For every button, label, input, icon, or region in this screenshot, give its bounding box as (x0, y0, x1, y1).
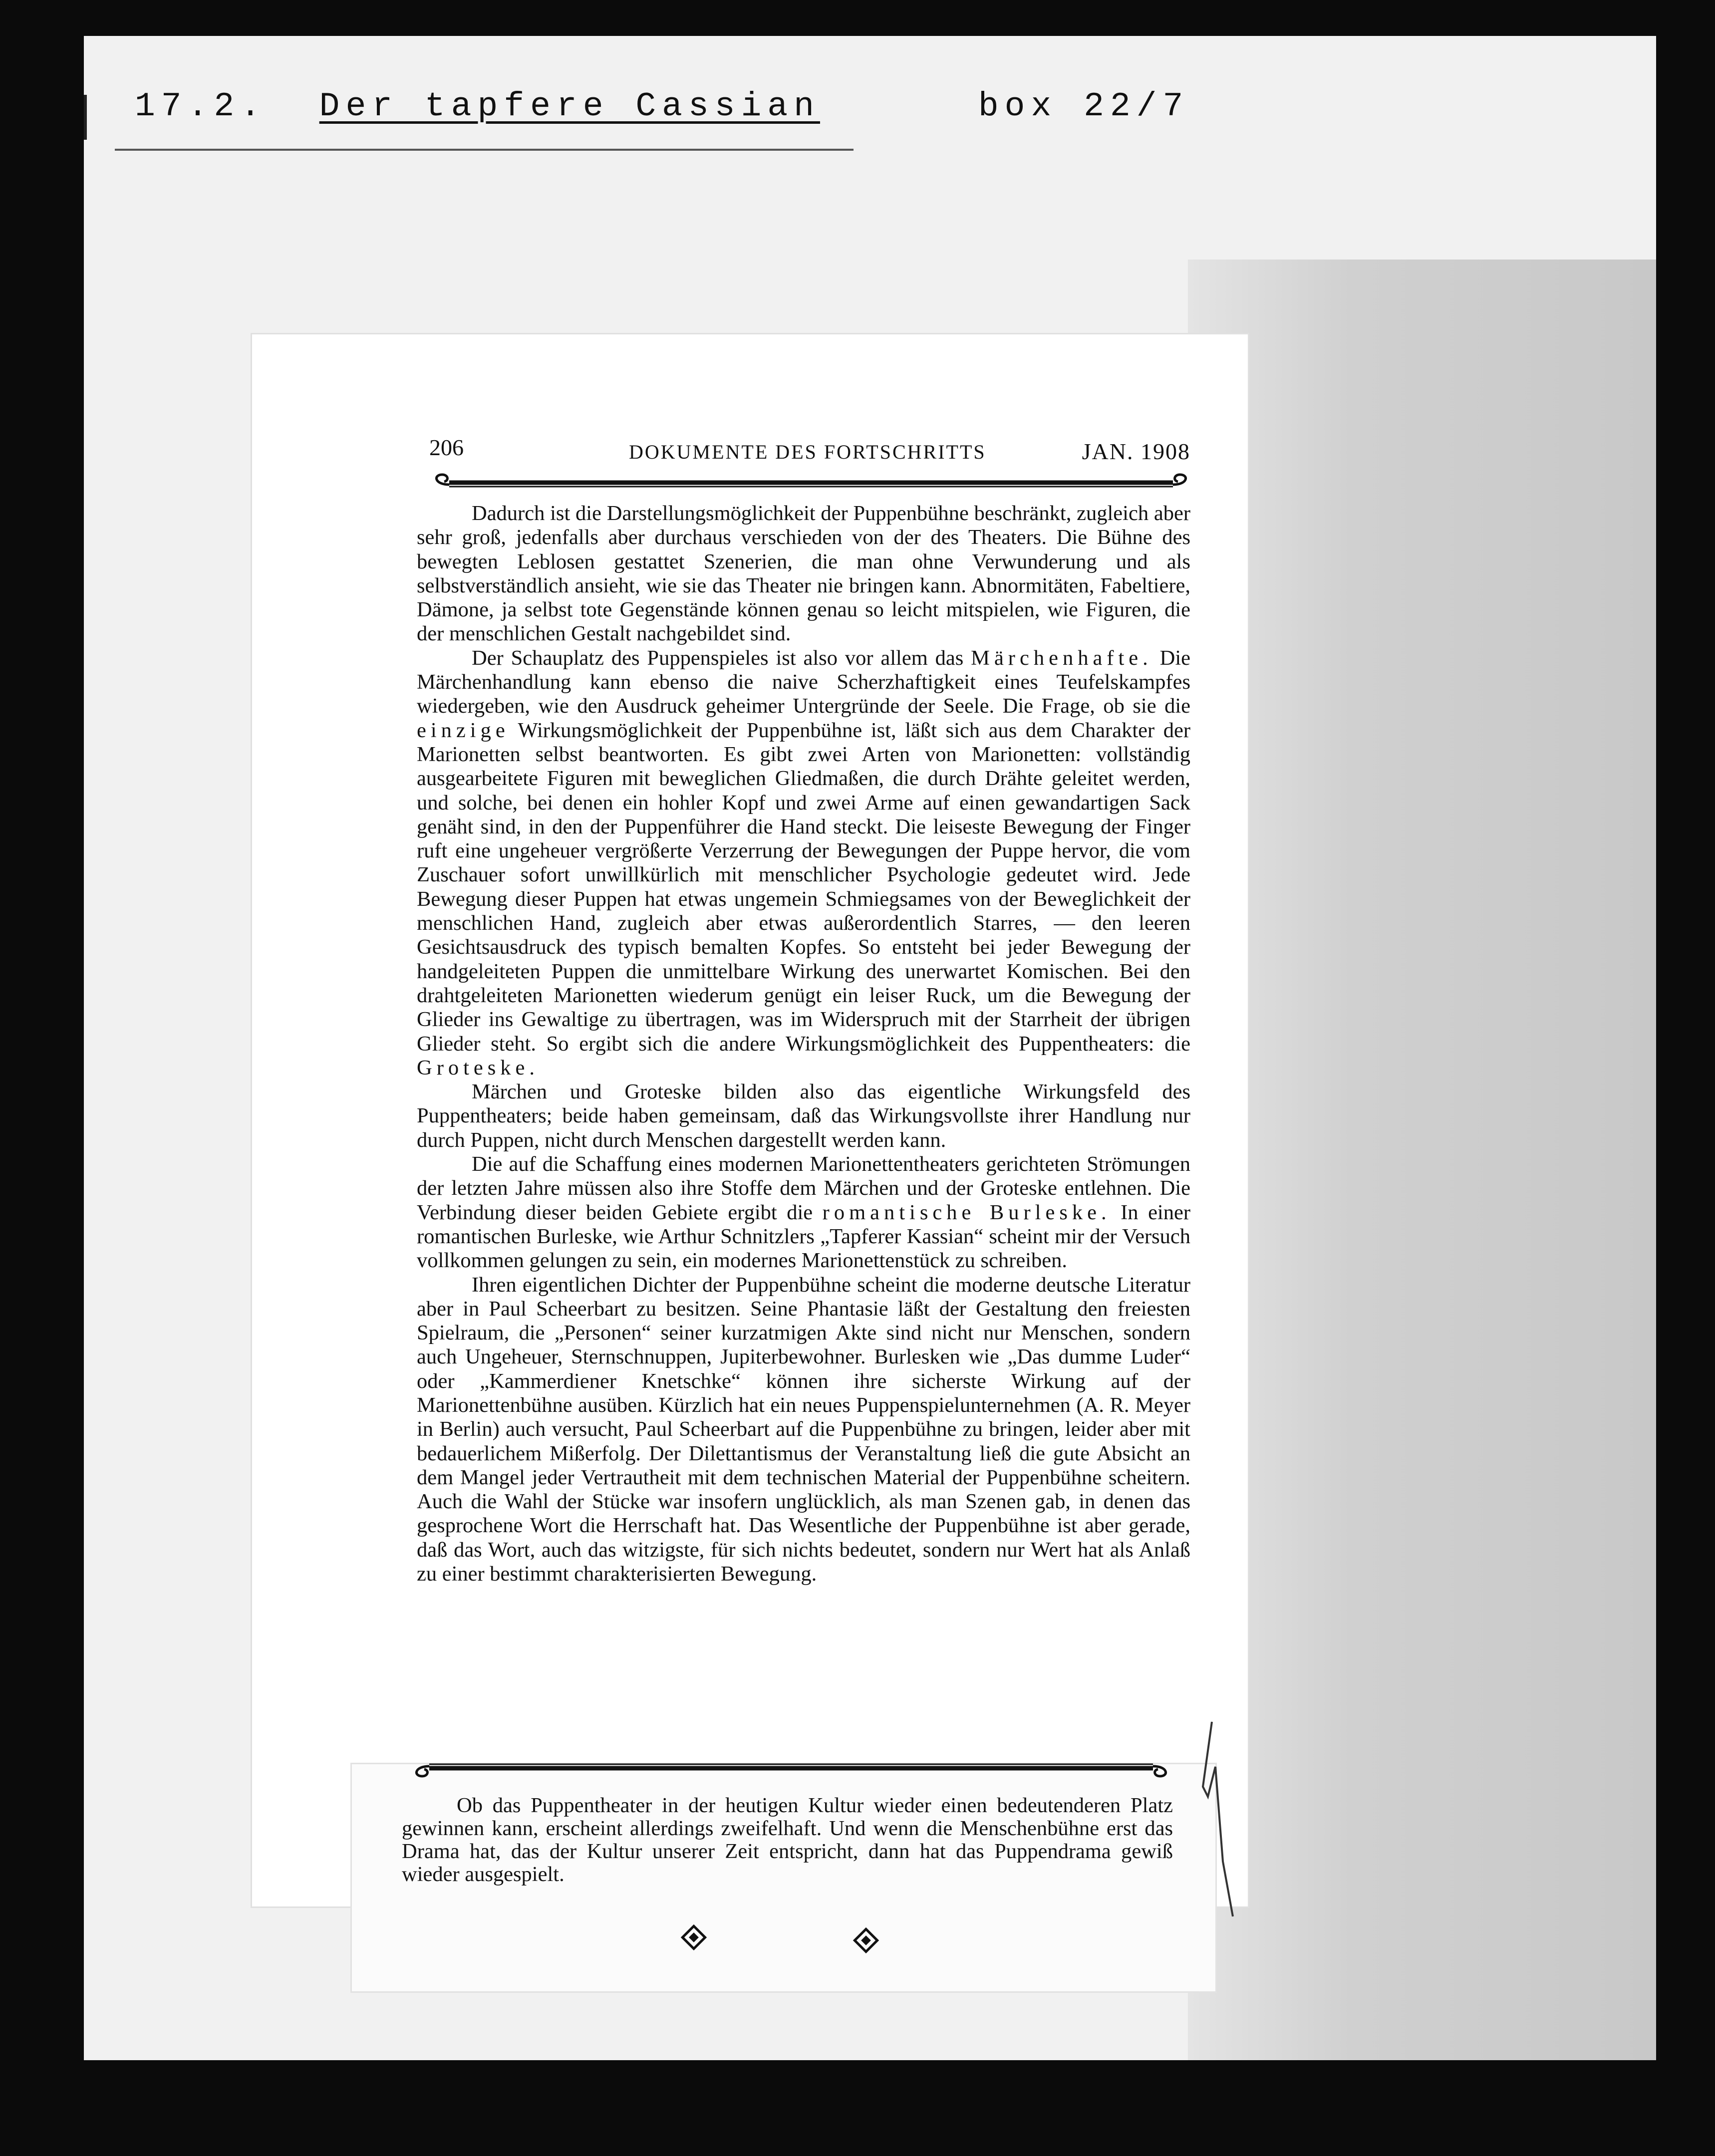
bottom-scroll-rule (409, 1754, 1173, 1779)
archive-number: 17.2. (135, 87, 267, 126)
paragraph-text: In einer romantischen Burleske, wie Arthur Schnitzlers „Tapferer Kassian“ scheint mir der Versuch vollkommen gelungen zu sein, ein modernes Marionettenstück zu schreiben. (417, 1200, 1191, 1273)
paragraph-text: Dadurch ist die Darstellungsmöglichkeit der Puppenbühne beschränkt, zugleich aber sehr groß, jedenfalls aber durchaus verschieden von der des Theaters. Die Bühne des bewegten Leblosen gestattet Szenerien, die man ohne Verwunderung und als selbstverständlich ansieht, wie sie das Theater nie bringen kann. Abnormitäten, Fabeltiere, Dämone, ja selbst tote Gegenstände können genau so leicht mitspielen, wie Figuren, die der menschlichen Gestalt nachgebildet sind. (417, 502, 1190, 646)
article-paragraph (417, 1273, 1190, 1587)
journal-name: DOKUMENTE DES FORTSCHRITTS (629, 441, 986, 463)
closing-paragraph: Ob das Puppentheater in der heutigen Kultur wieder einen bedeutenderen Platz gewinnen kann, erscheint allerdings zweifelhaft. Und wenn die Menschenbühne erst das Drama hat, das der Kultur unserer Zeit entspricht, dann hat das Puppendrama gewiß wieder ausgespielt. (402, 1794, 1173, 1886)
page-number: 206 (429, 435, 464, 460)
archive-box: box 22/7 (978, 87, 1189, 126)
diamond-ornament (851, 1925, 881, 1955)
emphasized-text: Groteske. (417, 1056, 540, 1079)
article-body (417, 502, 1190, 1586)
emphasized-text: romantische Burleske. (822, 1200, 1111, 1224)
issue-date: JAN. 1908 (1082, 439, 1190, 464)
running-head (429, 434, 1190, 469)
article-paragraph (417, 1152, 1190, 1273)
closing-paragraph-block (402, 1794, 1173, 1886)
article-paragraph (417, 646, 1190, 1080)
archive-title: Der tapfere Cassian (319, 87, 820, 126)
paragraph-text: Ihren eigentlichen Dichter der Puppenbühne scheint die moderne deutsche Literatur aber in Paul Scheerbart zu besitzen. Seine Phantasie läßt der Gestaltung den freiesten Spielraum, die „Personen“ seiner kurzatmigen Akte sind nicht nur Menschen, sondern auch Ungeheuer, Sternschnuppen, Jupiterbewohner. Burlesken wie „Das dumme Luder“ oder „Kammerdiener Knetschke“ können ihre sicherste Wirkung auf der Marionettenbühne ausüben. Kürzlich hat ein neues Puppenspielunternehmen (A. R. Meyer in Berlin) auch versucht, Paul Scheerbart auf die Puppenbühne zu bringen, leider aber mit bedauerlichem Mißerfolg. Der Dilettantismus der Veranstaltung ließ die gute Absicht an dem Mangel jeder Vertrautheit mit dem technischen Material der Puppenbühne scheitern. Auch die Wahl der Stücke war insofern unglücklich, als man Szenen gab, in denen das gesprochene Wort die Herrschaft hat. Das Wesentliche der Puppenbühne ist aber gerade, daß das Wort, auch das witzigste, für sich nichts bedeutet, sondern nur Wert hat als Anlaß zu einer bestimmt charakterisierten Bewegung. (417, 1273, 1190, 1586)
paragraph-text: Märchen und Groteske bilden also das eigentliche Wirkungsfeld des Puppentheaters; beide haben gemeinsam, daß das Wirkungsvollste ihrer Handlung nur durch Puppen, nicht durch Menschen dargestellt werden kann. (417, 1080, 1190, 1152)
article-paragraph (417, 1080, 1190, 1152)
paragraph-text: Die Märchenhandlung kann ebenso die naive Scherzhaftigkeit eines Teufelskampfes wiedergeben, wie den Ausdruck geheimer Untergründe der Seele. Die Frage, ob sie die (417, 646, 1190, 718)
article-paragraph (417, 502, 1190, 646)
paragraph-text: Die auf die Schaffung eines modernen Marionettentheaters gerichteten Strömungen der letzten Jahre müssen also ihre Stoffe dem Märchen und der Groteske entlehnen. Die Verbindung dieser beiden Gebiete ergibt die (417, 1152, 1190, 1224)
margin-tick (84, 95, 87, 140)
emphasized-text: einzige (417, 718, 510, 742)
emphasized-text: Märchenhafte. (971, 646, 1152, 670)
diamond-ornament (679, 1922, 709, 1952)
sheet-shadow (1188, 260, 1656, 2060)
pencil-mark (1188, 1712, 1248, 1921)
paragraph-text: Der Schauplatz des Puppenspieles ist also vor allem das (472, 646, 971, 670)
top-scroll-rule (429, 472, 1193, 497)
paragraph-text: Wirkungsmöglichkeit der Puppenbühne ist, läßt sich aus dem Charakter der Marionetten selbst beantworten. Es gibt zwei Arten von Marionetten: vollständig ausgearbeitete Figuren mit beweglichen Gliedmaßen, die durch Drähte geleitet werden, und solche, bei denen ein hohler Kopf und zwei Arme auf einen gewandartigen Sack genäht sind, in den der Puppenführer die Hand steckt. Die leiseste Bewegung der Finger ruft eine ungeheuer vergrößerte Verzerrung der Bewegungen der Puppe hervor, die vom Zuschauer sofort unwillkürlich mit menschlicher Psychologie gedeutet wird. Jede Bewegung dieser Puppen hat etwas ungemein Schmiegsames von der Beweglichkeit der menschlichen Hand, zugleich aber etwas außerordentlich Starres, — den leeren Gesichtsausdruck des typisch bemalten Kopfes. So entsteht bei jeder Bewegung der handgeleiteten Puppen die unmittelbare Wirkung des unerwartet Komischen. Bei den drahtgeleiteten Marionetten wiederum genügt ein leiser Ruck, um die Bewegung der Glieder ins Gewaltige zu übertragen, was im Widerspruch mit der Starrheit der übrigen Glieder steht. So ergibt sich die andere Wirkungsmöglichkeit des Puppentheaters: die (417, 718, 1190, 1056)
header-rule (115, 149, 854, 151)
archive-label (135, 87, 1189, 126)
